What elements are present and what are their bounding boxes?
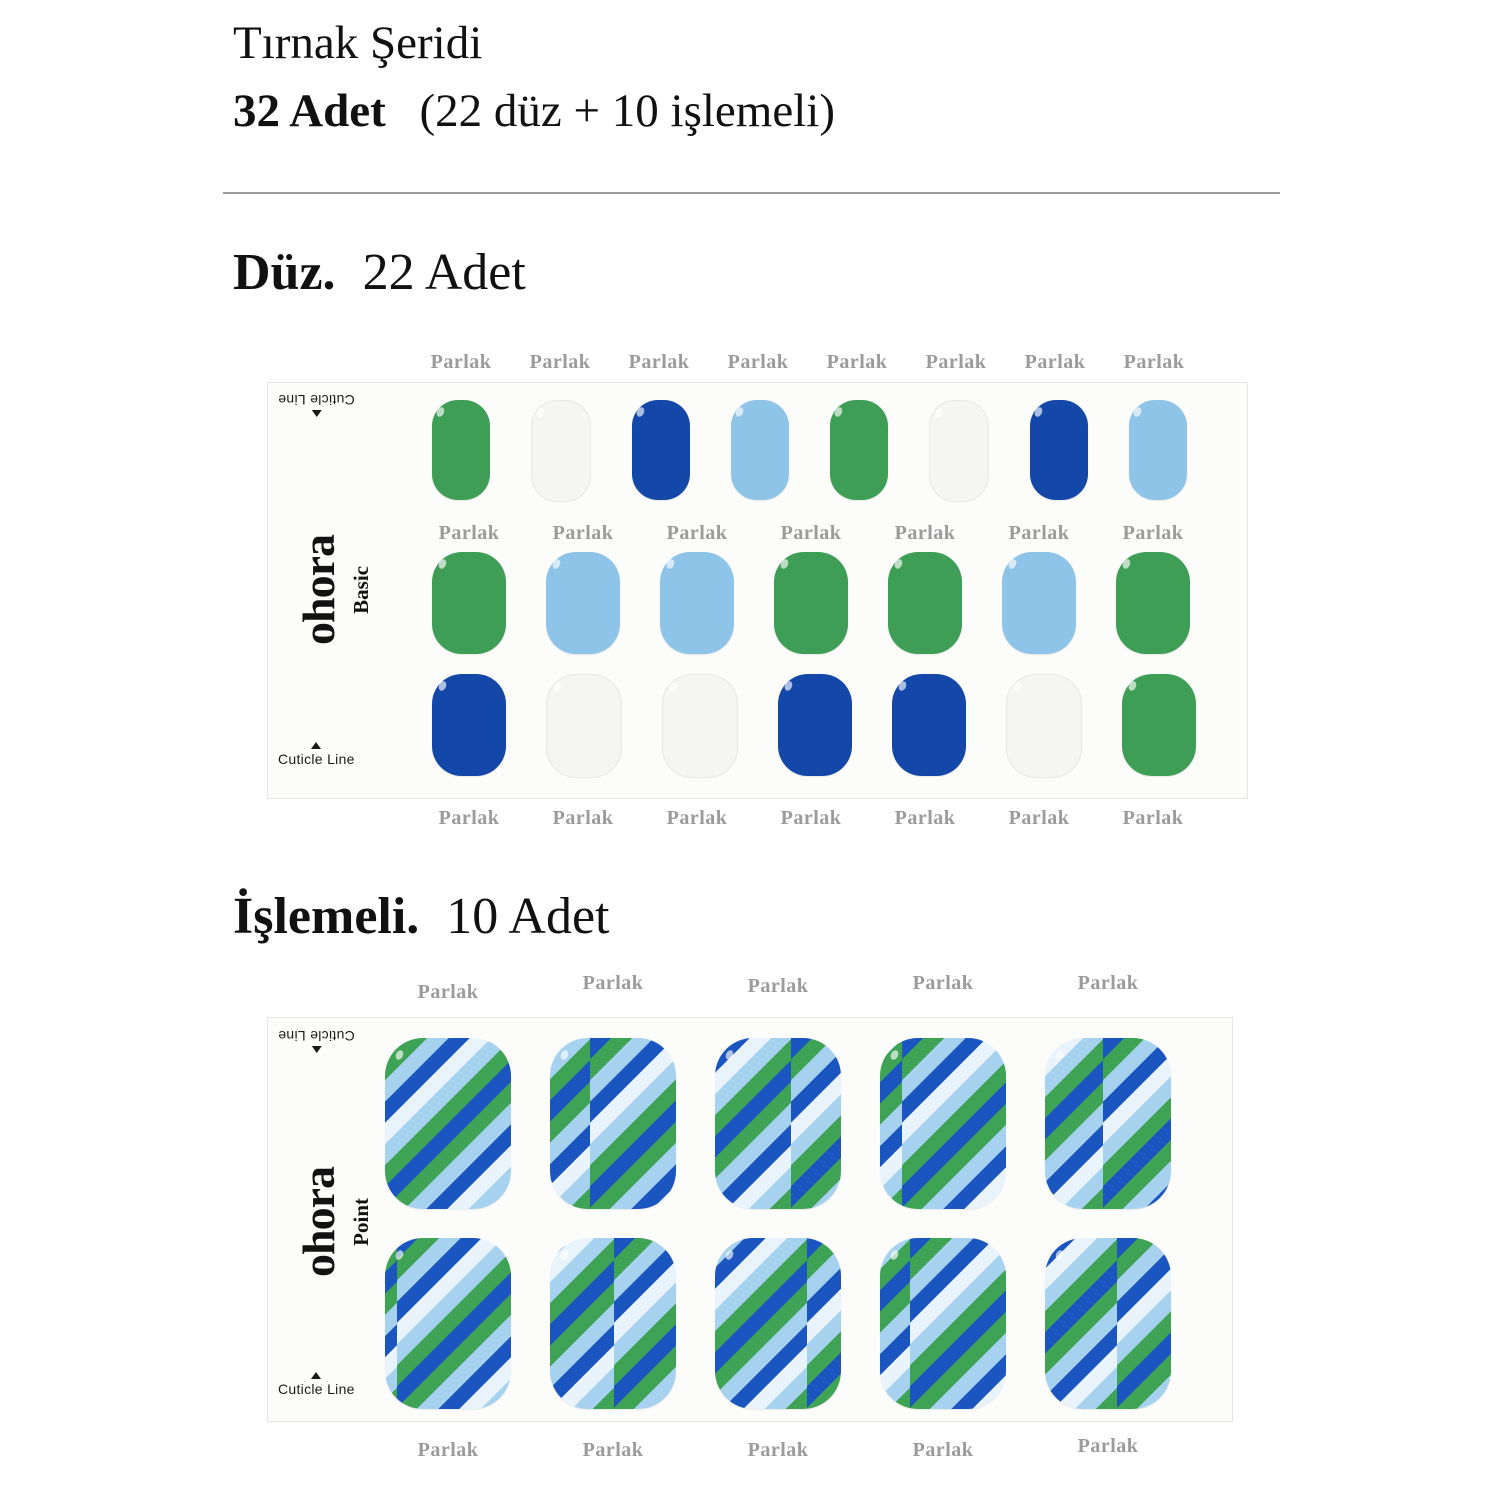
piece-count: 32 Adet [233,85,386,137]
piece-count-line [233,84,835,138]
shine-label: Parlak [780,522,842,544]
shine-label: Parlak [417,981,479,1003]
shine-label: Parlak [780,807,842,829]
piece-count-detail: (22 düz + 10 işlemeli) [419,85,835,137]
nail-white [546,674,622,778]
shine-label: Parlak [1077,1435,1139,1457]
nail-green [888,552,962,654]
shine-label: Parlak [438,522,500,544]
shine-label-cell [546,522,620,545]
shine-label-cell [660,807,734,830]
nail-striped [1045,1038,1171,1209]
shine-label: Parlak [1123,351,1185,373]
nail-sky [731,400,789,500]
shine-label-cell [774,522,848,545]
shine-label-cell [715,1439,841,1462]
nail-green [432,552,506,654]
shine-label: Parlak [912,1439,974,1461]
shine-label-cell [546,807,620,830]
shine-labels-point-top [385,972,1171,1003]
shine-label-cell [1045,1435,1171,1458]
cuticle-line-label: Cuticle Line [278,1381,355,1397]
shine-label: Parlak [1008,807,1070,829]
shine-label: Parlak [1008,522,1070,544]
patterned-section-label: İşlemeli. [233,888,420,945]
shine-label-cell [432,807,506,830]
shine-label-cell [630,351,688,374]
shine-label-cell [729,351,787,374]
nail-row-basic-2 [432,552,1190,654]
nail-striped [550,1038,676,1209]
plain-section-count: 22 Adet [362,244,526,301]
shine-label: Parlak [727,351,789,373]
shine-label-cell [385,981,511,1004]
cuticle-line-label: Cuticle Line [278,1028,355,1044]
shine-label: Parlak [894,522,956,544]
shine-label: Parlak [666,807,728,829]
nail-blue [778,674,852,776]
shine-label: Parlak [826,351,888,373]
shine-label: Parlak [666,522,728,544]
shine-label: Parlak [1122,807,1184,829]
nail-sky [1002,552,1076,654]
shine-labels-basic-bottom [432,807,1190,830]
nail-striped [385,1038,511,1209]
triangle-up-icon [311,410,321,417]
brand-point [292,1167,374,1277]
patterned-section-heading [233,888,610,945]
triangle-up-icon [311,1046,321,1053]
brand-logo: ohora [293,535,344,645]
shine-label-cell [1026,351,1084,374]
shine-label: Parlak [1077,972,1139,994]
nail-blue [432,674,506,776]
shine-label: Parlak [582,1439,644,1461]
plain-section-label: Düz. [233,244,336,301]
shine-label-cell [1116,522,1190,545]
brand-line: Basic [349,566,373,614]
triangle-up-icon [311,742,321,749]
shine-label-cell [432,351,490,374]
triangle-up-icon [311,1372,321,1379]
nail-white [929,400,989,502]
shine-label-cell [1125,351,1183,374]
shine-label: Parlak [1024,351,1086,373]
shine-label-cell [715,975,841,998]
shine-label-cell [531,351,589,374]
cuticle-line-marker-top-basic [278,392,355,417]
cuticle-line-marker-bottom-basic [278,742,355,767]
shine-label-cell [880,972,1006,995]
shine-label: Parlak [582,972,644,994]
shine-label-cell [927,351,985,374]
nail-sky [1129,400,1187,500]
shine-labels-basic-top [432,351,1183,374]
shine-label-cell [1002,807,1076,830]
nail-row-point-2 [385,1238,1171,1409]
cuticle-line-label: Cuticle Line [278,751,355,767]
nail-green [432,400,490,500]
nail-striped [385,1238,511,1409]
plain-section-heading [233,244,526,301]
shine-label: Parlak [430,351,492,373]
shine-label-cell [385,1439,511,1462]
nail-striped [1045,1238,1171,1409]
shine-label: Parlak [529,351,591,373]
shine-label: Parlak [912,972,974,994]
shine-label-cell [550,1439,676,1462]
shine-label-cell [880,1439,1006,1462]
shine-label-cell [888,522,962,545]
shine-label-cell [1045,972,1171,995]
nail-white [1006,674,1082,778]
nail-green [1116,552,1190,654]
divider [223,192,1280,194]
nail-blue [892,674,966,776]
nail-blue [1030,400,1088,500]
shine-label-cell [774,807,848,830]
nail-row-point-1 [385,1038,1171,1209]
shine-label: Parlak [628,351,690,373]
shine-label: Parlak [1122,522,1184,544]
nail-sky [660,552,734,654]
shine-label: Parlak [925,351,987,373]
nail-sky [546,552,620,654]
shine-label: Parlak [438,807,500,829]
shine-label-cell [888,807,962,830]
shine-labels-basic-mid [432,522,1190,545]
shine-label-cell [550,972,676,995]
nail-blue [632,400,690,500]
shine-label-cell [432,522,506,545]
shine-label-cell [660,522,734,545]
cuticle-line-marker-top-point [278,1028,355,1053]
shine-label: Parlak [417,1439,479,1461]
nail-row-basic-1 [432,400,1187,502]
brand-line: Point [349,1198,373,1246]
nail-striped [715,1038,841,1209]
shine-label-cell [1002,522,1076,545]
brand-logo: ohora [293,1167,344,1277]
product-title: Tırnak Şeridi [233,17,483,69]
cuticle-line-marker-bottom-point [278,1372,355,1397]
nail-green [774,552,848,654]
shine-label: Parlak [747,1439,809,1461]
shine-label-cell [828,351,886,374]
nail-row-basic-3 [432,674,1196,778]
cuticle-line-label: Cuticle Line [278,392,355,408]
nail-white [531,400,591,502]
shine-label: Parlak [747,975,809,997]
shine-labels-point-bottom [385,1435,1171,1462]
nail-white [662,674,738,778]
shine-label: Parlak [552,522,614,544]
brand-basic [292,535,374,645]
nail-striped [550,1238,676,1409]
nail-striped [715,1238,841,1409]
shine-label: Parlak [552,807,614,829]
nail-striped [880,1238,1006,1409]
nail-green [830,400,888,500]
nail-striped [880,1038,1006,1209]
shine-label: Parlak [894,807,956,829]
shine-label-cell [1116,807,1190,830]
nail-green [1122,674,1196,776]
patterned-section-count: 10 Adet [446,888,610,945]
